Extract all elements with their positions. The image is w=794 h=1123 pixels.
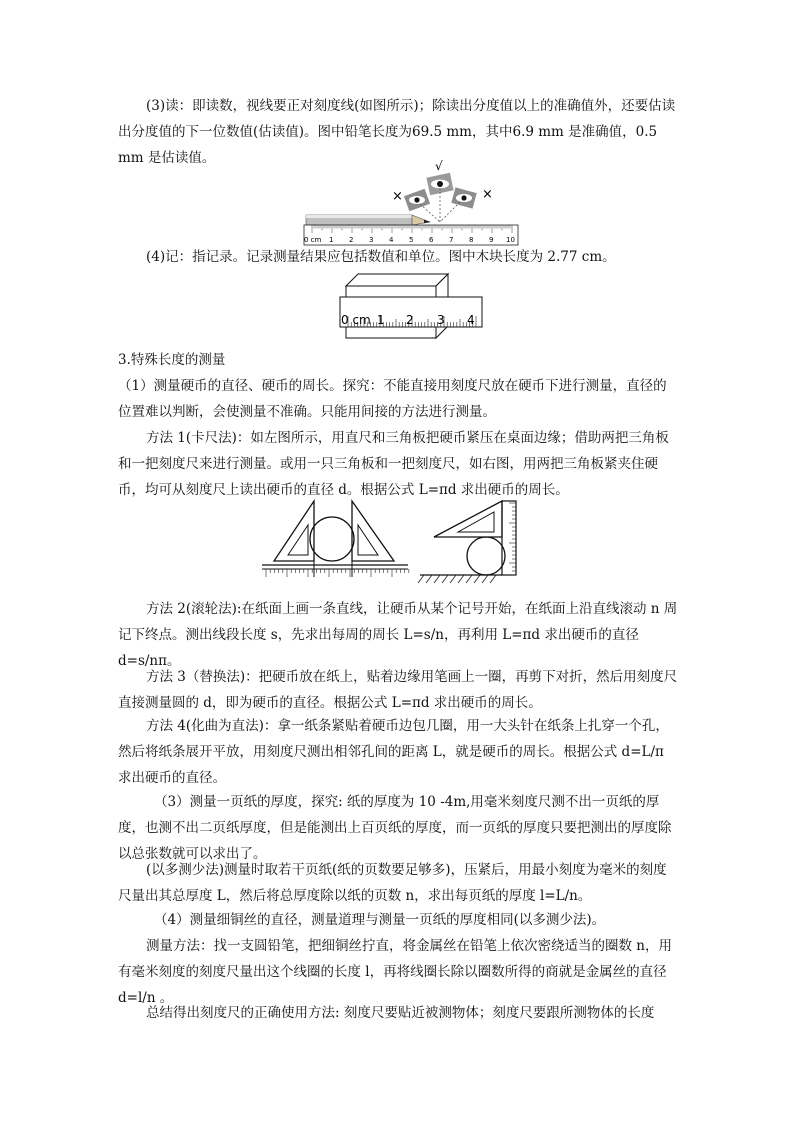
left-diagram [262,501,409,577]
ruler [304,225,518,245]
ruler-ticks [266,569,409,577]
paragraph-record: (4)记：指记录。记录测量结果应包括数值和单位。图中木块长度为 2.77 cm。 [146,249,616,265]
paragraph-wire-method: 测量方法：找一支圆铅笔，把细铜丝拧直，将金属丝在铅笔上依次密绕适当的圈数 n，用有毫米刻度的刻度尺量出这个线圈的长度 l，再将线圈长除以圈数所得的商就是金属丝的直径 d=l/n 。 [118,938,672,1006]
ruler-label-0: 0 cm [341,313,371,327]
ruler-label-2: 2 [349,236,354,244]
ruler-label-8: 8 [469,236,474,244]
ruler-tick [458,575,464,583]
table-hatch [418,575,496,583]
ruler-tick [450,575,456,583]
triangle-right [352,501,394,561]
ruler-tick [490,575,496,583]
ruler-label-6: 6 [429,236,434,244]
ruler-label-9: 9 [489,236,494,244]
block-ruler-figure [338,270,486,346]
ruler-label-1: 1 [329,236,334,244]
ruler-tick [434,575,440,583]
wrong-mark-right: × [482,187,493,202]
ruler-tick [426,575,432,583]
ruler-label-10: 10 [506,236,515,244]
paragraph-paper-method: (以多测少法)测量时取若干页纸(纸的页数要足够多)，压紧后，用最小刻度为毫米的刻度尺量出其总厚度 L，然后将总厚度除以纸的页数 n，求出每页纸的厚度 l=L/n。 [118,862,667,904]
pencil-ruler-figure [300,160,522,248]
wrong-mark-left: × [392,189,403,204]
eye-icon-left [404,189,430,212]
ruler-label-4: 4 [389,236,394,244]
section-heading: 3.特殊长度的测量 [118,352,226,368]
ruler-label-7: 7 [449,236,454,244]
paragraph-method2: 方法 2(滚轮法):在纸面上画一条直线，让硬币从某个记号开始，在纸面上沿直线滚动 n 周记下终点。测出线段长度 s，先求出每周的周长 L=s/n，再利用 L=πd 求出硬币的直径 d=s/nπ。 [118,601,678,669]
paragraph-method3: 方法 3（替换法)：把硬币放在纸上，贴着边缘用笔画上一圈，再剪下对折，然后用刻度尺直接测量圆的 d，即为硬币的直径。根据公式 L=πd 求出硬币的周长。 [118,669,678,711]
ruler-tick [418,575,424,583]
ruler-label-4: 4 [467,313,475,327]
coin-caliper-figure [262,495,530,587]
paragraph-method1: 方法 1(卡尺法)：如左图所示，用直尺和三角板把硬币紧压在桌面边缘；借助两把三角板和一把刻度尺来进行测量。或用一只三角板和一把刻度尺，如右图，用两把三角板紧夹住硬币，均可从刻度尺上读出硬币的直径 d。根据公式 L=πd 求出硬币的周长。 [118,430,669,498]
ruler-ticks [509,503,516,575]
ruler-label-1: 1 [377,313,385,327]
ruler-tick [442,575,448,583]
ruler-label-3: 3 [437,313,445,327]
ruler-label-2: 2 [406,313,414,327]
ruler [340,297,482,327]
ruler-tick [482,575,488,583]
ruler-label-5: 5 [409,236,414,244]
ruler-label-0: 0 cm [304,236,322,244]
correct-mark: √ [435,160,443,173]
triangle-left [274,501,314,561]
right-diagram [418,501,516,583]
paragraph-read: (3)读：即读数，视线要正对刻度线(如图所示)；除读出分度值以上的准确值外，还要估读出分度值的下一位数值(估读值)。图中铅笔长度为69.5 mm，其中6.9 mm 是准确值，0.5 mm 是估读值。 [118,98,676,166]
paragraph-paper-intro: （3）测量一页纸的厚度，探究: 纸的厚度为 10 -4m,用毫米刻度尺测不出一页纸的厚度，也测不出二页纸厚度，但是能测出上百页纸的厚度，而一页纸的厚度只要把测出的厚度除以总张数就可以求出了。 [118,794,672,862]
ruler-tick [474,575,480,583]
triangle-top [434,501,502,537]
pencil [306,215,430,225]
coin-left [310,517,354,561]
eye-icon-right [451,187,476,208]
paragraph-wire-intro: （4）测量细铜丝的直径，测量道理与测量一页纸的厚度相同(以多测少法)。 [154,912,606,928]
paragraph-summary: 总结得出刻度尺的正确使用方法: 刻度尺要贴近被测物体；刻度尺要跟所测物体的长度 [146,1005,655,1021]
ruler-tick [466,575,472,583]
eye-icon-correct [426,173,453,196]
ruler-label-3: 3 [369,236,374,244]
coin-right [467,537,505,575]
vertical-ruler [502,501,516,575]
paragraph-method4: 方法 4(化曲为直法)：拿一纸条紧贴着硬币边包几圈，用一大头针在纸条上扎穿一个孔，然后将纸条展开平放，用刻度尺测出相邻孔间的距离 L，就是硬币的周长。根据公式 d=L/π 求出硬币的直径。 [118,718,669,786]
paragraph-coin-intro: （1）测量硬币的直径、硬币的周长。探究：不能直接用刻度尺放在硬币下进行测量，直径的位置难以判断，会使测量不准确。只能用间接的方法进行测量。 [118,378,667,420]
